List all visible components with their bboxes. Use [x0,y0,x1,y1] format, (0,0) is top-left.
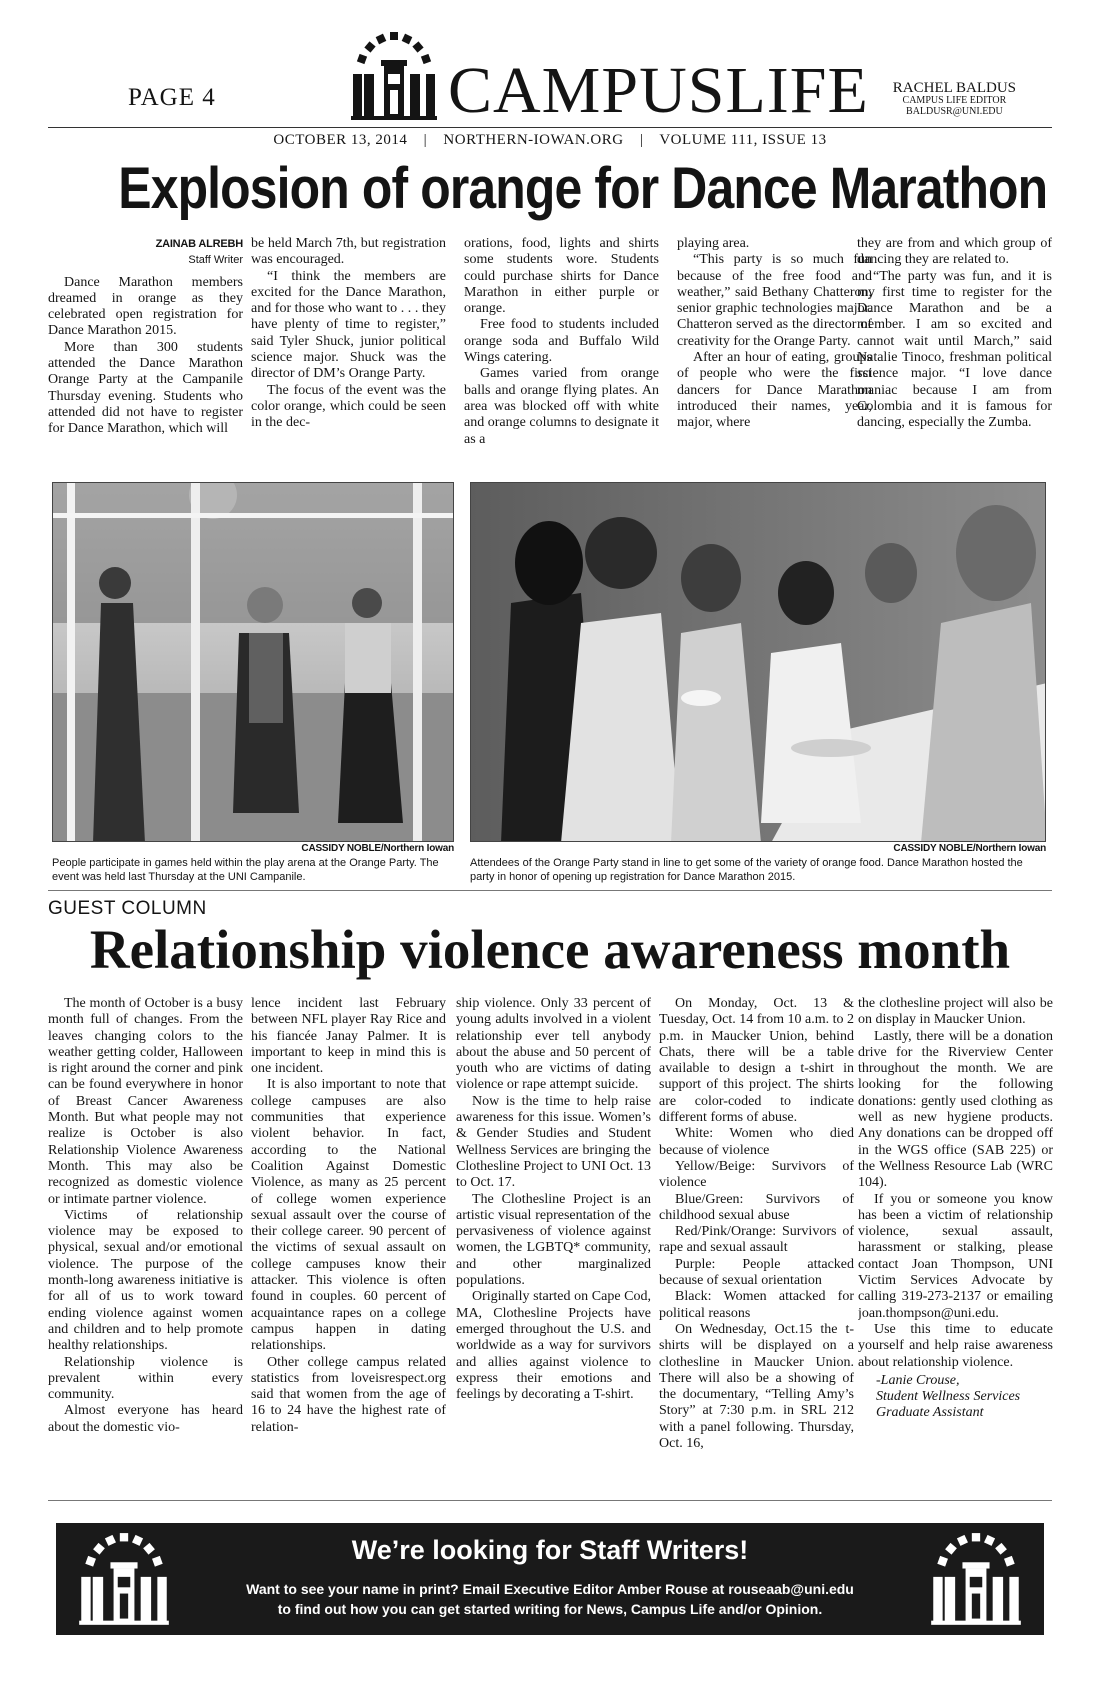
page-number: PAGE 4 [128,84,216,111]
signature [858,1373,1053,1422]
paragraph: Games varied from orange balls and orange flying plates. An area was blocked off with white and orange columns to designate it as a [464,366,659,447]
dateline [0,132,1100,149]
editor-title: CAMPUS LIFE EDITOR [902,95,1007,107]
bottom-divider [48,1500,1052,1501]
paragraph: The Clothesline Project is an artistic visual representation of the pervasiveness of violence against women, the LGBTQ* community, and other marginalized populations. [456,1191,651,1289]
paragraph: playing area. [677,236,750,251]
ad-line: Want to see your name in print? Email Executive Editor Amber Rouse at rouseaab@uni.edu [246,1581,854,1597]
paragraph: orations, food, lights and shirts some students wore. Students could purchase shirts for Dance Marathon in either purple or orange. [464,236,659,317]
paragraph: ship violence. Only 33 percent of young adults involved in a violent relationship ever tell anybody about the abuse and 50 percent of youth who are victims of dating violence or rape attempt suicide. [456,996,651,1093]
paragraph: Dance Marathon members dreamed in orange as they celebrated open registration for Dance Marathon 2015. [48,274,243,339]
paragraph: Yellow/Beige: Survivors of violence [659,1158,854,1191]
paragraph: It is also important to note that college campuses are also communities that experience violent behavior. In fact, according to the National Coalition Against Domestic Violence, as many as 25 percent of college women experience sexual assault over the course of their college career. 90 percent of the victims of sexual assault on college campuses know their attacker. This violence is often found in couples. 60 percent of acquaintance rapes on a college campus happen in dating relationships. [251,1077,446,1354]
website[interactable]: NORTHERN-IOWAN.ORG [443,132,624,148]
author-name: ZAINAB ALREBH [155,238,243,250]
article1-column-1 [48,236,243,468]
section-title: CAMPUSLIFE [448,54,869,127]
photo-image [53,483,454,842]
article2-column-5 [858,996,1053,1488]
issue-date: OCTOBER 13, 2014 [273,132,408,148]
article1-column-2 [251,236,446,468]
section-divider [48,890,1052,891]
dateline-separator: | [423,132,428,148]
paragraph: they are from and which group of dancing they are related to. [857,236,1052,268]
article2-column-2 [251,996,446,1488]
paragraph: the clothesline project will also be on display in Maucker Union. [858,996,1053,1028]
masthead-rule [48,127,1052,128]
column-headline: Relationship violence awareness month [89,919,1011,980]
paragraph: Almost everyone has heard about the domestic vio- [48,1403,243,1435]
paragraph: “I think the members are excited for the Dance Marathon, and for those who want to . . . they have plenty of time to register,” said Tyler Shuck, junior political science major. Shuck was the director of DM’s Orange Party. [251,268,446,382]
paragraph: Free food to students included orange soda and Buffalo Wild Wings catering. [464,317,659,366]
column-kicker: GUEST COLUMN [48,898,207,919]
paragraph: On Monday, Oct. 13 & Tuesday, Oct. 14 from 10 a.m. to 2 p.m. in Maucker Union, behind Chats, there will be a table available to design a t-shirt in support of this project. The shirts are color-coded to indicate different forms of abuse. [659,996,854,1126]
paragraph: be held March 7th, but registration was encouraged. [251,236,446,268]
ad-title: We’re looking for Staff Writers! [351,1535,749,1565]
signature-line: Student Wellness Services [876,1389,1021,1405]
article2-column-3 [456,996,651,1488]
article2-column-4 [659,996,854,1488]
article1-column-5 [857,236,1052,468]
editor-name: RACHEL BALDUS [892,80,1016,96]
paragraph: After an hour of eating, groups of people who were the first dancers for Dance Marathon introduced their names, year, major, where [677,350,872,431]
paragraph: lence incident last February between NFL player Ray Rice and his fiancée Janay Palmer. It is important to keep in mind this is one incident. [251,996,446,1077]
photo-image [471,483,1046,842]
paragraph: Red/Pink/Orange: Survivors of rape and sexual assault [659,1224,854,1256]
photo-caption: Attendees of the Orange Party stand in line to get some of the variety of orange food. Dance Marathon hosted the party in honor of opening up registration for Dance Marathon 2015. [470,857,1023,883]
article2-column-1 [48,996,243,1488]
ad-body [196,1579,904,1619]
paragraph: Use this time to educate yourself and help raise awareness about relationship violence. [858,1321,1053,1370]
staff-writers-ad[interactable] [56,1523,1044,1635]
photo-credit: CASSIDY NOBLE/Northern Iowan [893,843,1046,854]
paragraph: Black: Women attacked for political reasons [659,1289,854,1321]
paragraph: Blue/Green: Survivors of childhood sexual abuse [659,1191,854,1223]
article1-column-4 [677,236,872,468]
dateline-separator: | [639,132,644,148]
paragraph: Purple: People attacked because of sexual orientation [659,1256,854,1289]
masthead [48,30,1052,128]
uni-logo [76,1531,172,1629]
paragraph: More than 300 students attended the Dance Marathon Orange Party at the Campanile Thursday evening. Students who attended did not have to register for Dance Marathon, which will [48,339,243,437]
article1-column-3 [464,236,659,468]
editor-block [893,80,1016,118]
signature-line: -Lanie Crouse, [876,1372,960,1388]
uni-logo [348,30,440,124]
paragraph: “This party is so much fun because of the free food and weather,” said Bethany Chatteron, senior graphic technologies major. Chatteron served as the director of creativity for the Orange Party. [677,252,872,349]
paragraph: “The party was fun, and it is my first time to register for the Dance Marathon and be a member. I am so excited and cannot wait until March,” said Natalie Tinoco, freshman political science major. “I love dance maniac because I am from Colombia and it is famous for dancing, especially the Zumba. [857,268,1052,431]
volume-issue: VOLUME 111, ISSUE 13 [659,132,827,148]
ad-line: to find out how you can get started writing for News, Campus Life and/or Opinion. [277,1601,823,1617]
paragraph: The month of October is a busy month full of changes. From the leaves changing colors to the weather getting colder, Halloween is right around the corner and pink can be found everywhere in honor of Breast Cancer Awareness Month. But what people may not realize is October is also Relationship Violence Awareness Month. This may also be recognized as domestic violence or intimate partner violence. [48,996,243,1207]
editor-email[interactable]: BALDUSR@UNI.EDU [906,105,1003,117]
uni-logo [928,1531,1024,1629]
photo-food-line [470,482,1046,842]
paragraph: Relationship violence is prevalent within every community. [48,1354,243,1403]
author-role: Staff Writer [188,254,243,267]
paragraph: The focus of the event was the color orange, which could be seen in the dec- [251,382,446,431]
photo-play-arena [52,482,454,842]
paragraph: On Wednesday, Oct.15 the t-shirts will be displayed on a clothesline in Maucker Union. There will also be a showing of the documentary, “Telling Amy’s Story” at 7:30 p.m. in SRL 212 with a panel following. Thursday, Oct. 16, [659,1321,854,1452]
paragraph: Lastly, there will be a donation drive for the Riverview Center throughout the month. We are looking for the following donations: gently used clothing as well as new hygiene products. Any donations can be dropped off in the WGS office (SAB 225) or the Wellness Resource Lab (WRC 104). [858,1028,1053,1191]
paragraph: White: Women who died because of violence [659,1126,854,1158]
paragraph: Other college campus related statistics from loveisrespect.org said that women from the age of 16 to 24 have the highest rate of relation- [251,1354,446,1435]
article-headline: Explosion of orange for Dance Marathon [118,156,1048,221]
paragraph: Now is the time to help raise awareness for this issue. Women’s & Gender Studies and Student Wellness Services are bringing the Clothesline Project to UNI Oct. 13 to Oct. 17. [456,1093,651,1191]
paragraph: Victims of relationship violence may be exposed to physical, sexual and/or emotional violence. The purpose of the month-long awareness initiative is for all of us to work toward ending violence against women and children and to help promote healthy relationships. [48,1207,243,1354]
paragraph: Originally started on Cape Cod, MA, Clothesline Projects have emerged throughout the U.S. and worldwide as a way for survivors and allies against violence to express their emotions and feelings by decorating a T-shirt. [456,1289,651,1403]
photo-caption: People participate in games held within the play arena at the Orange Party. The event was held last Thursday at the UNI Campanile. [52,857,439,883]
photo-credit: CASSIDY NOBLE/Northern Iowan [301,843,454,854]
signature-line: Graduate Assistant [876,1405,984,1421]
paragraph: If you or someone you know has been a victim of relationship violence, sexual assault, harassment or stalking, please contact Joan Thompson, UNI Victim Services Advocate by calling 319-273-2137 or emailing joan.thompson@uni.edu. [858,1191,1053,1321]
byline [48,236,243,269]
